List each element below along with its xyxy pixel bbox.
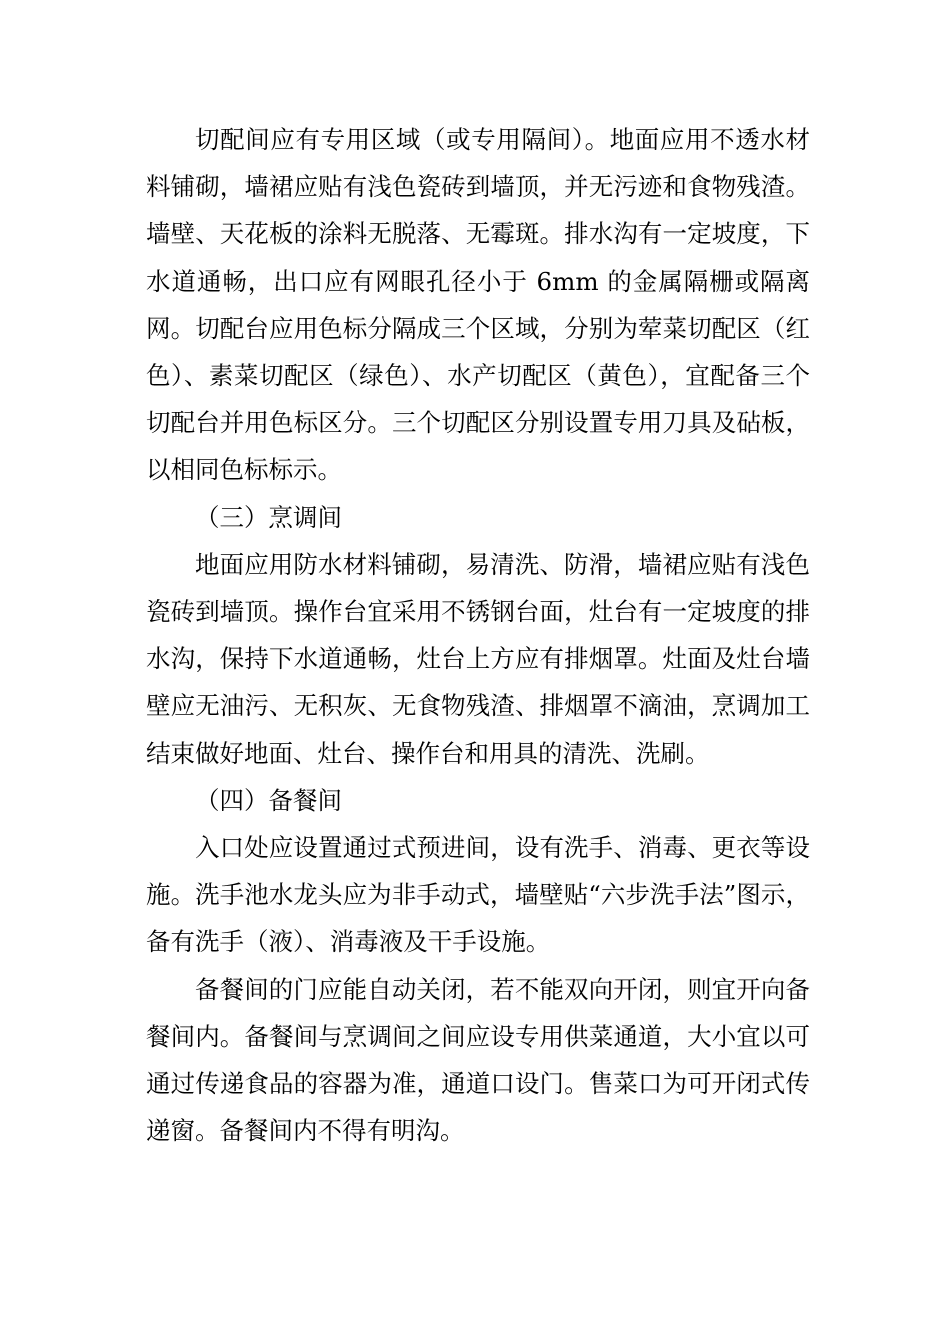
section-heading-cooking-room: （三）烹调间 (195, 502, 342, 532)
paragraph-cooking-room: 地面应用防水材料铺砌，易清洗、防滑，墙裙应贴有浅色瓷砖到墙顶。操作台宜采用不锈钢台面，灶台有一定坡度的排水沟，保持下水道通畅，灶台上方应有排烟罩。灶面及灶台墙壁应无油污、无积灰、无食物残渣、排烟罩不滴油，烹调加工结束做好地面、灶台、操作台和用具的清洗、洗刷。 (146, 549, 810, 768)
paragraph-serving-room-door: 备餐间的门应能自动关闭，若不能双向开闭，则宜开向备餐间内。备餐间与烹调间之间应设专用供菜通道，大小宜以可通过传递食品的容器为准，通道口设门。售菜口为可开闭式传递窗。备餐间内不得有明沟。 (146, 974, 810, 1146)
paragraph-cutting-room: 切配间应有专用区域（或专用隔间）。地面应用不透水材料铺砌，墙裙应贴有浅色瓷砖到墙顶，并无污迹和食物残渣。墙壁、天花板的涂料无脱落、无霉斑。排水沟有一定坡度，下水道通畅，出口应有网眼孔径小于 6mm 的金属隔栅或隔离网。切配台应用色标分隔成三个区域，分别为荤菜切配区（红色）、素菜切配区（绿色）、水产切配区（黄色），宜配备三个切配台并用色标区分。三个切配区分别设置专用刀具及砧板，以相同色标标示。 (146, 125, 810, 485)
paragraph-serving-room-entrance: 入口处应设置通过式预进间，设有洗手、消毒、更衣等设施。洗手池水龙头应为非手动式，墙壁贴“六步洗手法”图示，备有洗手（液）、消毒液及干手设施。 (146, 833, 810, 957)
section-heading-serving-room: （四）备餐间 (195, 785, 342, 815)
document-body (146, 116, 810, 1154)
